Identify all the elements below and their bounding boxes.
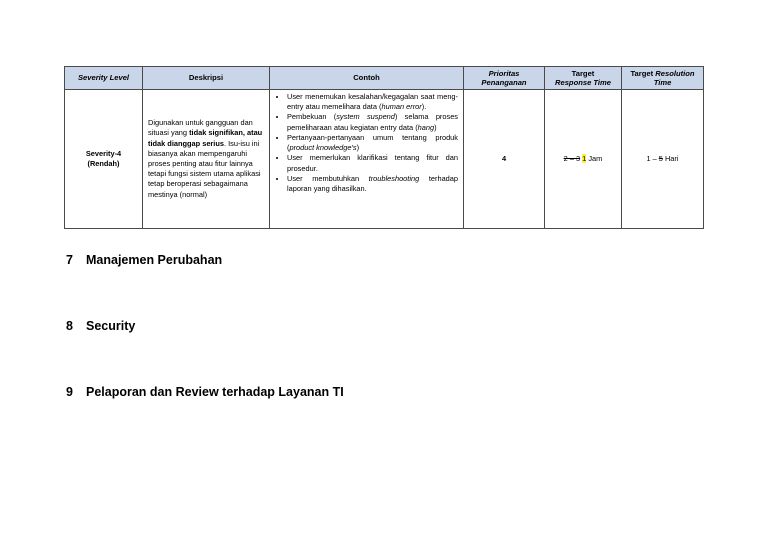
response-new-value: 1 (582, 153, 587, 163)
header-target-resolution: Target Resolution Time (622, 67, 704, 90)
header-contoh: Contoh (270, 67, 464, 90)
deskripsi-cell: Digunakan untuk gangguan dan situasi yang tidak signifikan, atau tidak dianggap serius. Isu-isu ini biasanya akan mempengaruhi proses penting atau fitur lainnya tetapi fungsi sistem utama aplikasi tetap beroperasi sebagaimana mestinya (normal) (143, 90, 270, 229)
header-severity-level: Severity Level (65, 67, 143, 90)
section-heading-7: 7 Manajemen Perubahan (66, 253, 223, 267)
resolution-struck-value: 5 (658, 153, 663, 163)
section-heading-8: 8 Security (66, 319, 136, 333)
response-struck-value: 2 – 3 (563, 153, 581, 163)
table-row (65, 90, 704, 229)
contoh-list (272, 92, 458, 194)
header-deskripsi: Deskripsi (143, 67, 270, 90)
severity-table (64, 66, 704, 229)
response-time-cell: 2 – 3 1 Jam (545, 90, 622, 229)
severity-cell: Severity-4 (Rendah) (65, 90, 143, 229)
prioritas-cell: 4 (464, 90, 545, 229)
contoh-cell (270, 90, 464, 229)
list-item: • Pertanyaan-pertanyaan umum tentang produk (product knowledge's) (287, 133, 458, 153)
header-prioritas: Prioritas Penanganan (464, 67, 545, 90)
section-heading-9: 9 Pelaporan dan Review terhadap Layanan TI (66, 385, 344, 399)
resolution-time-cell: 1 – 5 Hari (622, 90, 704, 229)
list-item: • User menemukan kesalahan/kegagalan saat meng-entry atau memelihara data (human error). (287, 92, 458, 112)
table-header-row (65, 67, 704, 90)
list-item: • User memerlukan klarifikasi tentang fitur dan prosedur. (287, 153, 458, 173)
list-item: • Pembekuan (system suspend) selama proses pemeliharaan atau kegiatan entry data (hang) (287, 112, 458, 132)
list-item: • User membutuhkan troubleshooting terhadap laporan yang dihasilkan. (287, 174, 458, 194)
header-target-response: Target Response Time (545, 67, 622, 90)
